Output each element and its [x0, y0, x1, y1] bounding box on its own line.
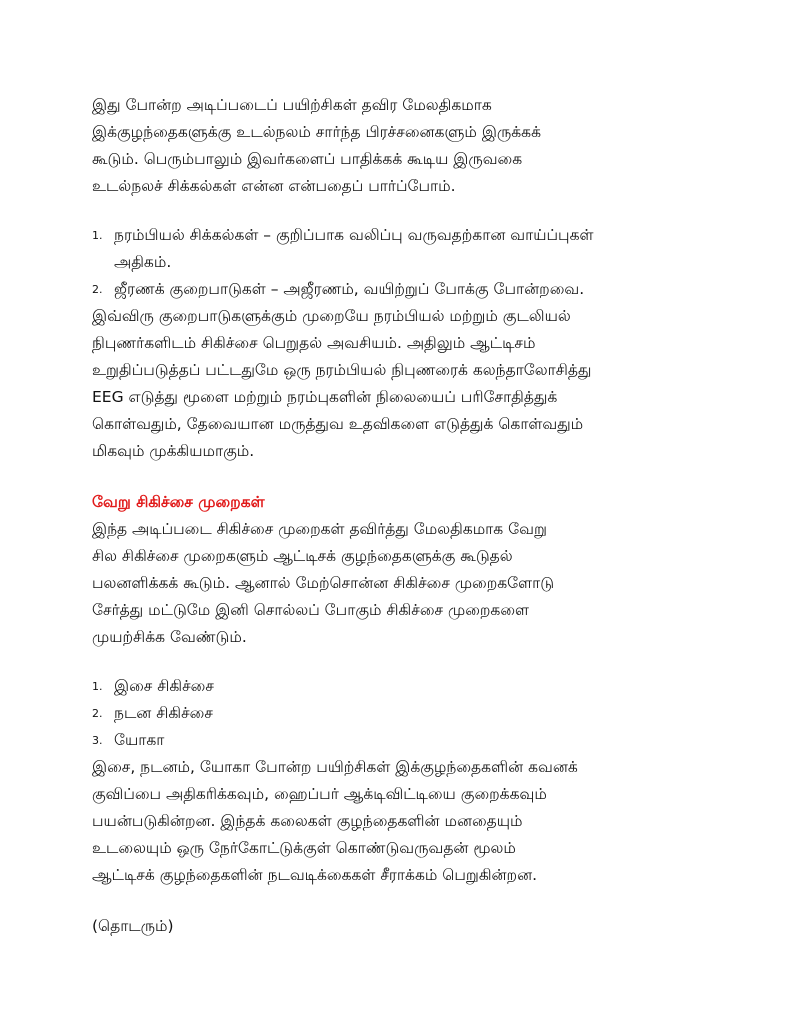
health-paragraph [92, 303, 712, 465]
list-number: 2. [92, 707, 103, 720]
spacer [92, 200, 712, 222]
paragraph-line: நிபுணர்களிடம் சிகிச்சை பெறுதல் அவசியம். அதிலும் ஆட்டிசம் [92, 334, 536, 352]
paragraph-line: சேர்த்து மட்டுமே இனி சொல்லப் போகும் சிகிச்சை முறைகளை [92, 601, 529, 619]
health-issues-list [92, 222, 712, 303]
list-number: 3. [92, 734, 103, 747]
therapy-paragraph [92, 754, 712, 889]
list-item-text: அதிகம். [114, 253, 172, 271]
document-page [92, 92, 712, 940]
list-item-text: யோகா [114, 731, 165, 749]
list-item-text: ஜீரணக் குறைபாடுகள் – அஜீரணம், வயிற்றுப் போக்கு போன்றவை. [114, 280, 585, 298]
list-number: 1. [92, 680, 103, 693]
list-item [92, 700, 712, 727]
paragraph-line: இசை, நடனம், யோகா போன்ற பயிற்சிகள் இக்குழந்தைகளின் கவனக் [92, 758, 578, 776]
spacer [92, 651, 712, 673]
paragraph-line: குவிப்பை அதிகரிக்கவும், ஹைப்பர் ஆக்டிவிட்டியை குறைக்கவும் [92, 785, 547, 803]
section-paragraph [92, 516, 712, 651]
intro-paragraph [92, 92, 712, 200]
section-heading: வேறு சிகிச்சை முறைகள் [92, 493, 265, 511]
list-item [92, 727, 712, 754]
therapy-list [92, 673, 712, 754]
paragraph-line: முயற்சிக்க வேண்டும். [92, 628, 247, 646]
paragraph-line: சில சிகிச்சை முறைகளும் ஆட்டிசக் குழந்தைகளுக்கு கூடுதல் [92, 547, 513, 565]
list-item [92, 222, 712, 276]
to-be-continued: (தொடரும்) [92, 917, 174, 935]
list-item-text: நடன சிகிச்சை [114, 704, 213, 722]
list-item [92, 276, 712, 303]
list-item-text: இசை சிகிச்சை [114, 677, 214, 695]
paragraph-line: உறுதிப்படுத்தப் பட்டதுமே ஒரு நரம்பியல் நிபுணரைக் கலந்தாலோசித்து [92, 361, 592, 379]
paragraph-line: இந்த அடிப்படை சிகிச்சை முறைகள் தவிர்த்து மேலதிகமாக வேறு [92, 520, 547, 538]
paragraph-line: இவ்விரு குறைபாடுகளுக்கும் முறையே நரம்பியல் மற்றும் குடலியல் [92, 307, 571, 325]
spacer [92, 889, 712, 913]
paragraph-line: கொள்வதும், தேவையான மருத்துவ உதவிகளை எடுத்துக் கொள்வதும் [92, 415, 584, 433]
list-item-text: நரம்பியல் சிக்கல்கள் – குறிப்பாக வலிப்பு வருவதற்கான வாய்ப்புகள் [114, 226, 594, 244]
paragraph-line: மிகவும் முக்கியமாகும். [92, 442, 255, 460]
intro-line: இக்குழந்தைகளுக்கு உடல்நலம் சார்ந்த பிரச்சனைகளும் இருக்கக் [92, 123, 542, 141]
paragraph-line: பலனளிக்கக் கூடும். ஆனால் மேற்சொன்ன சிகிச்சை முறைகளோடு [92, 574, 555, 592]
list-item [92, 673, 712, 700]
paragraph-line: ஆட்டிசக் குழந்தைகளின் நடவடிக்கைகள் சீராக்கம் பெறுகின்றன. [92, 866, 538, 884]
paragraph-line: EEG எடுத்து மூளை மற்றும் நரம்புகளின் நிலையைப் பரிசோதித்துக் [92, 388, 558, 406]
list-number: 1. [92, 229, 103, 242]
intro-line: கூடும். பெரும்பாலும் இவர்களைப் பாதிக்கக் கூடிய இருவகை [92, 150, 523, 168]
paragraph-line: பயன்படுகின்றன. இந்தக் கலைகள் குழந்தைகளின் மனதையும் [92, 812, 523, 830]
spacer [92, 465, 712, 489]
intro-line: உடல்நலச் சிக்கல்கள் என்ன என்பதைப் பார்ப்போம். [92, 177, 456, 195]
list-number: 2. [92, 283, 103, 296]
intro-line: இது போன்ற அடிப்படைப் பயிற்சிகள் தவிர மேலதிகமாக [92, 96, 492, 114]
paragraph-line: உடலையும் ஒரு நேர்கோட்டுக்குள் கொண்டுவருவதன் மூலம் [92, 839, 516, 857]
